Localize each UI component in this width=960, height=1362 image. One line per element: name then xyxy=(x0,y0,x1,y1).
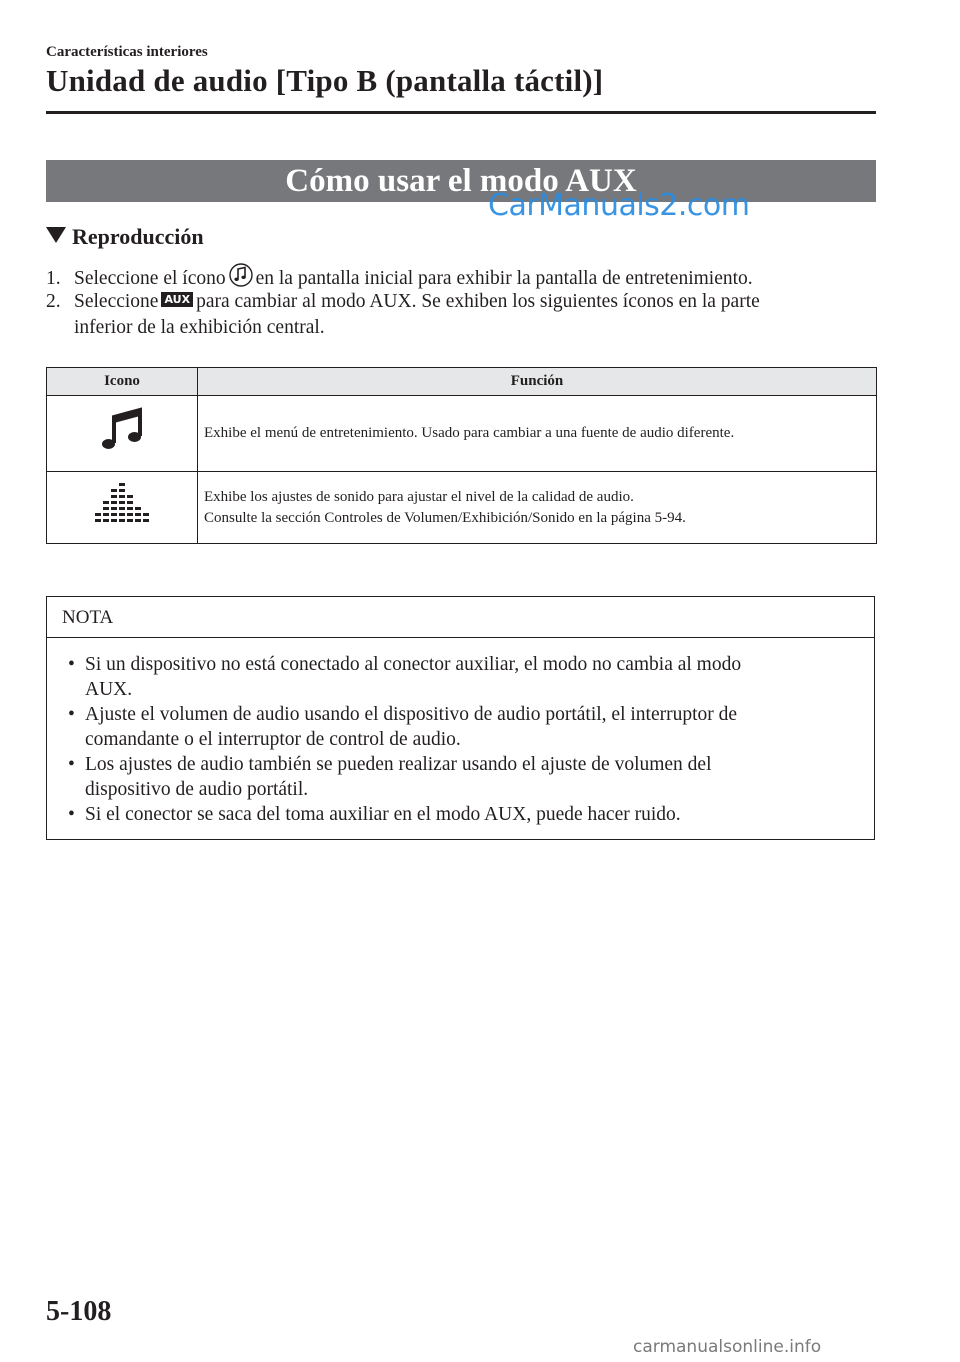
table-row xyxy=(47,472,877,544)
note-title: NOTA xyxy=(47,597,874,638)
page-number: 5-108 xyxy=(46,1296,112,1327)
function-text: Exhibe el menú de entretenimiento. Usado para cambiar a una fuente de audio diferente. xyxy=(204,425,735,441)
note-list xyxy=(47,638,874,827)
music-notes-icon xyxy=(97,405,147,455)
note-line: dispositivo de audio portátil. xyxy=(85,779,309,800)
column-header-function: Función xyxy=(198,368,877,396)
icon-cell xyxy=(47,472,198,544)
note-line: Si el conector se saca del toma auxiliar en el modo AUX, puede hacer ruido. xyxy=(85,804,681,825)
footer-site: carmanualsonline.info xyxy=(633,1337,822,1357)
icon-function-table xyxy=(46,367,877,544)
step-text-after: para cambiar al modo AUX. Se exhiben los siguientes íconos en la parte xyxy=(196,291,760,312)
step-text-before: Seleccione el ícono xyxy=(74,268,226,289)
step-text-before: Seleccione xyxy=(74,291,159,312)
header-rule xyxy=(46,111,876,114)
chapter-title: Unidad de audio [Tipo B (pantalla táctil)] xyxy=(46,63,604,98)
note-line: AUX. xyxy=(85,679,133,700)
note-box xyxy=(46,596,875,840)
section-label: Características interiores xyxy=(46,44,208,60)
equalizer-icon xyxy=(95,481,149,527)
note-line: Ajuste el volumen de audio usando el dispositivo de audio portátil, el interruptor de xyxy=(85,704,738,725)
bullet-icon: • xyxy=(68,704,75,725)
subheading-text: Reproducción xyxy=(72,224,204,249)
step-text-continuation: inferior de la exhibición central. xyxy=(74,317,325,338)
list-item xyxy=(47,802,874,827)
bullet-icon: • xyxy=(68,804,75,825)
step-number: 2. xyxy=(46,291,61,312)
note-line: Si un dispositivo no está conectado al conector auxiliar, el modo no cambia al modo xyxy=(85,654,742,675)
list-item xyxy=(47,752,874,802)
watermark: CarManuals2.com xyxy=(488,188,750,223)
function-cell xyxy=(198,472,877,544)
list-item xyxy=(47,702,874,752)
step-2 xyxy=(46,289,876,341)
section-banner: Cómo usar el modo AUX xyxy=(46,160,876,202)
function-cell xyxy=(198,396,877,472)
table-row xyxy=(47,396,877,472)
list-item xyxy=(47,652,874,702)
table-header-row xyxy=(47,368,877,396)
step-text-after: en la pantalla inicial para exhibir la pantalla de entretenimiento. xyxy=(255,268,753,289)
triangle-marker-icon xyxy=(46,227,66,243)
column-header-icon: Icono xyxy=(47,368,198,396)
note-line: comandante o el interruptor de control de audio. xyxy=(85,729,461,750)
function-text: Consulte la sección Controles de Volumen/Exhibición/Sonido en la página 5-94. xyxy=(204,509,686,526)
aux-icon: AUX xyxy=(161,292,193,307)
note-line: Los ajustes de audio también se pueden realizar usando el ajuste de volumen del xyxy=(85,754,712,775)
bullet-icon: • xyxy=(68,754,75,775)
subheading xyxy=(46,224,204,250)
function-text: Exhibe los ajustes de sonido para ajustar el nivel de la calidad de audio. xyxy=(204,488,634,505)
bullet-icon: • xyxy=(68,654,75,675)
step-number: 1. xyxy=(46,268,61,289)
icon-cell xyxy=(47,396,198,472)
